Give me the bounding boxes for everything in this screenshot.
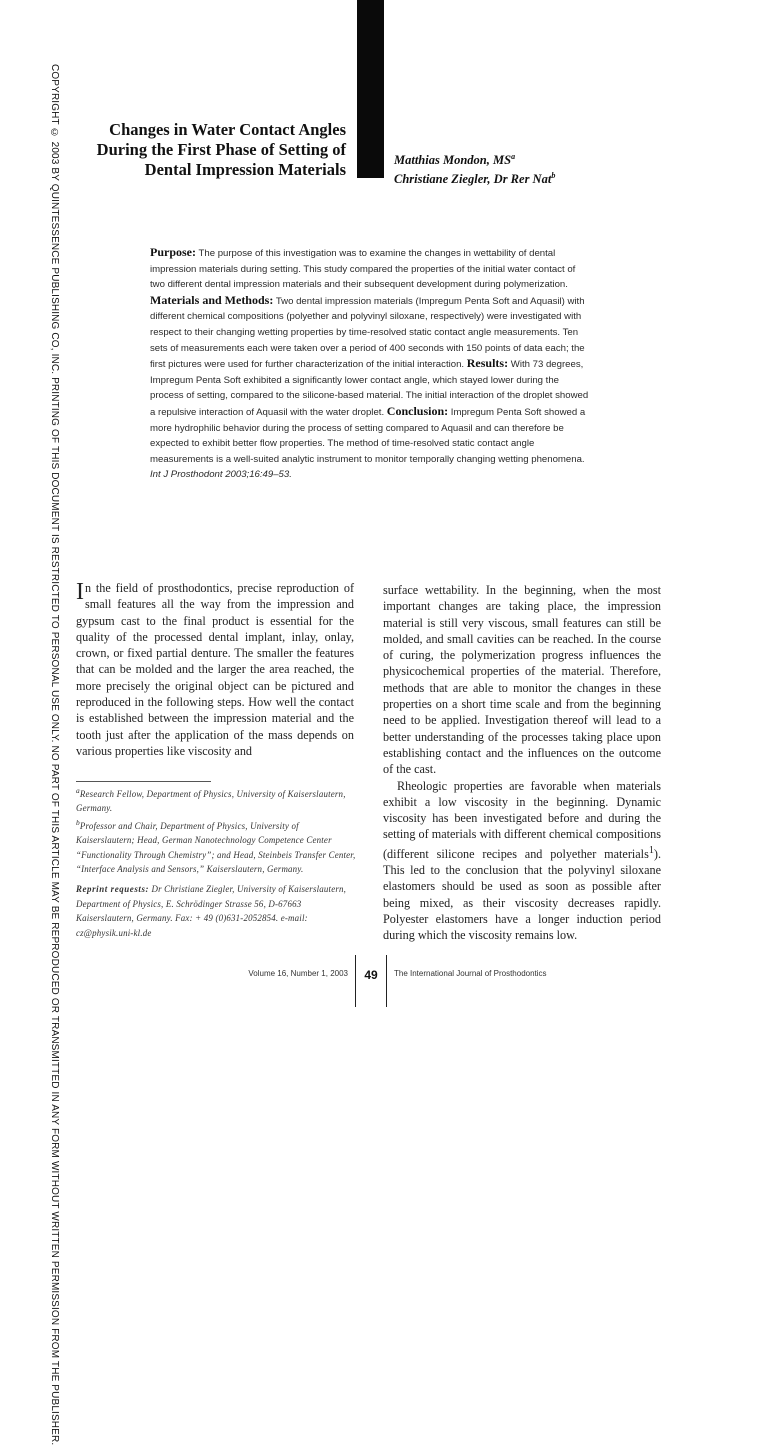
title-line-1: Changes in Water Contact Angles <box>109 120 346 139</box>
footnote-b <box>76 816 356 877</box>
abstract-methods-heading: Materials and Methods: <box>150 292 274 307</box>
authors <box>394 149 654 187</box>
reprint-text: Dr Christiane Ziegler, University of Kaiserslautern, Department of Physics, E. Schrödinger Strasse 56, D-67663 Kaiserslautern, Germany. Fax: + 49 (0)631-2052854. e-mail: cz@physik.uni-kl.de <box>76 884 347 938</box>
body-right-column <box>383 582 661 944</box>
footnote-b-mark: b <box>76 817 80 827</box>
body-right-paragraph-2-text: Rheologic properties are favorable when materials exhibit a low viscosity in the beginning. Dynamic viscosity has been investigated before and during the setting of materials with different chemical compositions (different silicone recipes and polyether materials <box>383 778 661 861</box>
abstract-methods-text: Two dental impression materials (Impregum Penta Soft and Aquasil) with different chemical compositions (polyether and polyvinyl siloxane, respectively) were investigated with respect to their changing wetting properties by time-resolved static contact angle measurements. Ten sets of measurements each were taken over a period of 400 seconds with 150 points of data each; the first pictures were used for further characterization of the initial interaction. <box>150 295 585 371</box>
footnote-b-text: Professor and Chair, Department of Physics, University of Kaiserslautern; Head, German Nanotechnology Competence Center “Functionality Through Chemistry”; and Head, Steinbeis Transfer Center, “Interface Analysis and Sensors,” Kaiserslautern, Germany. <box>76 820 356 874</box>
body-left-text: n the field of prosthodontics, precise reproduction of small features all the way from the impression and gypsum cast to the final product is essential for the quality of the processed dental implant, inlay, onlay, crown, or fixed partial denture. The smaller the features that can be molded and the larger the area reached, the more precisely the original object can be pictured and reproduced in the following steps. How well the contact is established between the impression material and the tooth just after the application of the mass depends on various properties like viscosity and <box>76 581 354 758</box>
title-line-3: Dental Impression Materials <box>144 160 346 179</box>
body-right-paragraph-2 <box>383 778 661 944</box>
abstract-results-text: With 73 degrees, Impregum Penta Soft exhibited a significantly lower contact angle, which stayed lower during the process of setting, compared to the silicone-based material. The initial interaction of the droplet showed a repulsive interaction of Aquasil with the water droplet. <box>150 359 589 418</box>
author-2-affiliation-mark: b <box>551 171 556 181</box>
author-1 <box>394 149 654 168</box>
footnotes <box>76 784 356 940</box>
footnote-divider <box>76 781 211 782</box>
abstract-results-heading: Results: <box>466 356 509 371</box>
drop-cap: I <box>76 579 84 605</box>
abstract-conclusion-text: Impregum Penta Soft showed a more hydrophilic behavior during the process of setting compared to Aquasil and can therefore be expected to exhibit better flow properties. The method of time-resolved static contact angle measurements is a well-suited analytic instrument to monitor temporally changing wetting phenomena. <box>150 406 586 465</box>
page-number-box <box>355 955 387 1007</box>
abstract-purpose-heading: Purpose: <box>150 245 196 259</box>
author-2-name: Christiane Ziegler, Dr Rer Nat <box>394 172 552 187</box>
author-1-name: Matthias Mondon, MS <box>394 153 512 168</box>
copyright-notice: COPYRIGHT © 2003 BY QUINTESSENCE PUBLISHING CO, INC. PRINTING OF THIS DOCUMENT IS RESTRICTED TO PERSONAL USE ONLY. NO PART OF THIS ARTICLE MAY BE REPRODUCED OR TRANSMITTED IN ANY FORM WITHOUT WRITTEN PERMISSION FROM THE PUBLISHER. <box>49 64 60 1445</box>
reprint-heading: Reprint requests: <box>76 884 150 895</box>
footer-journal: The International Journal of Prosthodontics <box>394 969 547 978</box>
footer-volume: Volume 16, Number 1, 2003 <box>248 969 348 978</box>
abstract-conclusion-heading: Conclusion: <box>386 403 449 418</box>
footnote-a-mark: a <box>76 786 80 795</box>
footnote-a-text: Research Fellow, Department of Physics, University of Kaiserslautern, Germany. <box>76 788 346 814</box>
abstract-purpose-text: The purpose of this investigation was to examine the changes in wettability of dental impression materials during setting. This study compared the properties of the initial water contact of two different dental impression materials and their subsequent development during polymerization. <box>150 248 576 291</box>
abstract <box>150 245 590 483</box>
body-right-paragraph-1: surface wettability. In the beginning, when the most important changes are taking place, the impression material is still very viscous, small features can still be molded, and small cavities can be reached. In the course of curing, the polymerization progress influences the physicochemical properties of the material. Therefore, methods that are able to monitor the changes in these properties on a short time scale and from the beginning need to be applied. Investigation thereof will lead to a better understanding of the processes taking place upon establishing contact and the influences on the outcome of the cast. <box>383 583 661 777</box>
reference-mark: 1 <box>648 844 654 856</box>
reprint-requests <box>76 882 356 940</box>
body-left-column <box>76 580 354 759</box>
page-number: 49 <box>364 968 378 982</box>
title-line-2: During the First Phase of Setting of <box>96 140 346 159</box>
article-title <box>80 120 346 180</box>
abstract-citation: Int J Prosthodont 2003;16:49–53. <box>150 469 292 481</box>
author-1-affiliation-mark: a <box>511 152 516 161</box>
decorative-black-bar <box>357 0 384 178</box>
body-right-paragraph-2-end: ). This led to the conclusion that the polyvinyl siloxane elastomers should be used as soon as possible after being mixed, as their viscosity decreases rapidly. Polyester elastomers have a longer induction period during which the viscosity remains low. <box>383 846 661 943</box>
author-2 <box>394 168 654 187</box>
footnote-a <box>76 784 356 816</box>
